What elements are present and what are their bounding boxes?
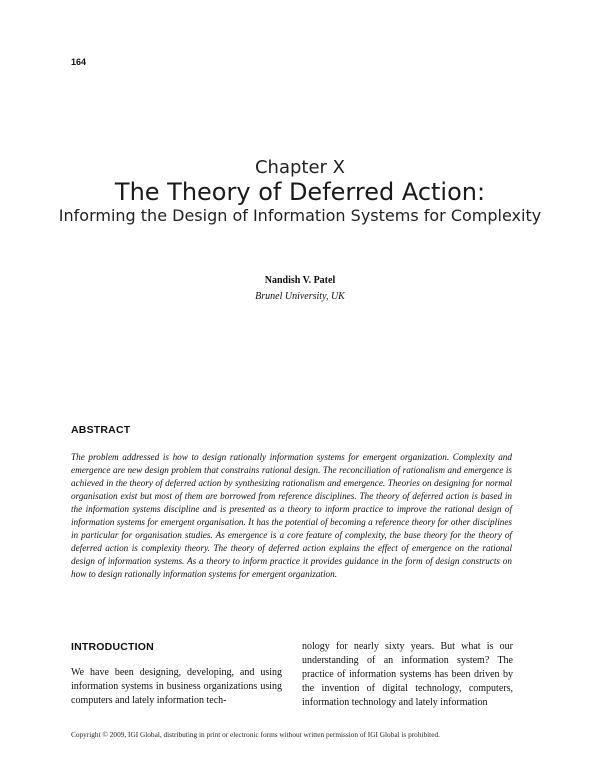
chapter-subtitle: Informing the Design of Information Systems for Complexity [58, 206, 542, 225]
abstract-body: The problem addressed is how to design rationally information systems for emergent organization. Complexity and emergence are new design problem that constrains rational design. The reconciliation of rationalism and emergence is achieved in the theory of deferred action by synthesizing rationalism and emergence. Theories on designing for normal organisation exist but most of them are borrowed from reference disciplines. The theory of deferred action is based in the information systems discipline and is presented as a theory to inform practice to improve the rational design of information systems for emergent organisation. It has the potential of becoming a reference theory for other disciplines in particular for organisation studies. As emergence is a core feature of complexity, the base theory for the theory of deferred action is complexity theory. The theory of deferred action explains the effect of emergence on the rational design of information systems. As a theory to inform practice it provides guidance in the form of design constructs on how to design rationally information systems for emergent organization. [71, 452, 512, 579]
chapter-title: The Theory of Deferred Action: [114, 178, 486, 206]
author-affiliation: Brunel University, UK [255, 291, 345, 302]
introduction-left-column: We have been designing, developing, and using information systems in business organizations using computers and lately information tech- [71, 667, 282, 706]
introduction-right-column: nology for nearly sixty years. But what is our understanding of an information system? The practice of information systems has been driven by the invention of digital technology, computers, information technology and lately information [302, 641, 513, 708]
chapter-label: Chapter X [254, 157, 346, 178]
introduction-heading: INTRODUCTION [71, 641, 154, 653]
abstract-heading: ABSTRACT [71, 424, 131, 436]
page-number: 164 [71, 57, 87, 67]
author-name: Nandish V. Patel [264, 275, 336, 286]
copyright-notice: Copyright © 2009, IGI Global, distributing in print or electronic forms without written permission of IGI Global is prohibited. [71, 730, 440, 739]
